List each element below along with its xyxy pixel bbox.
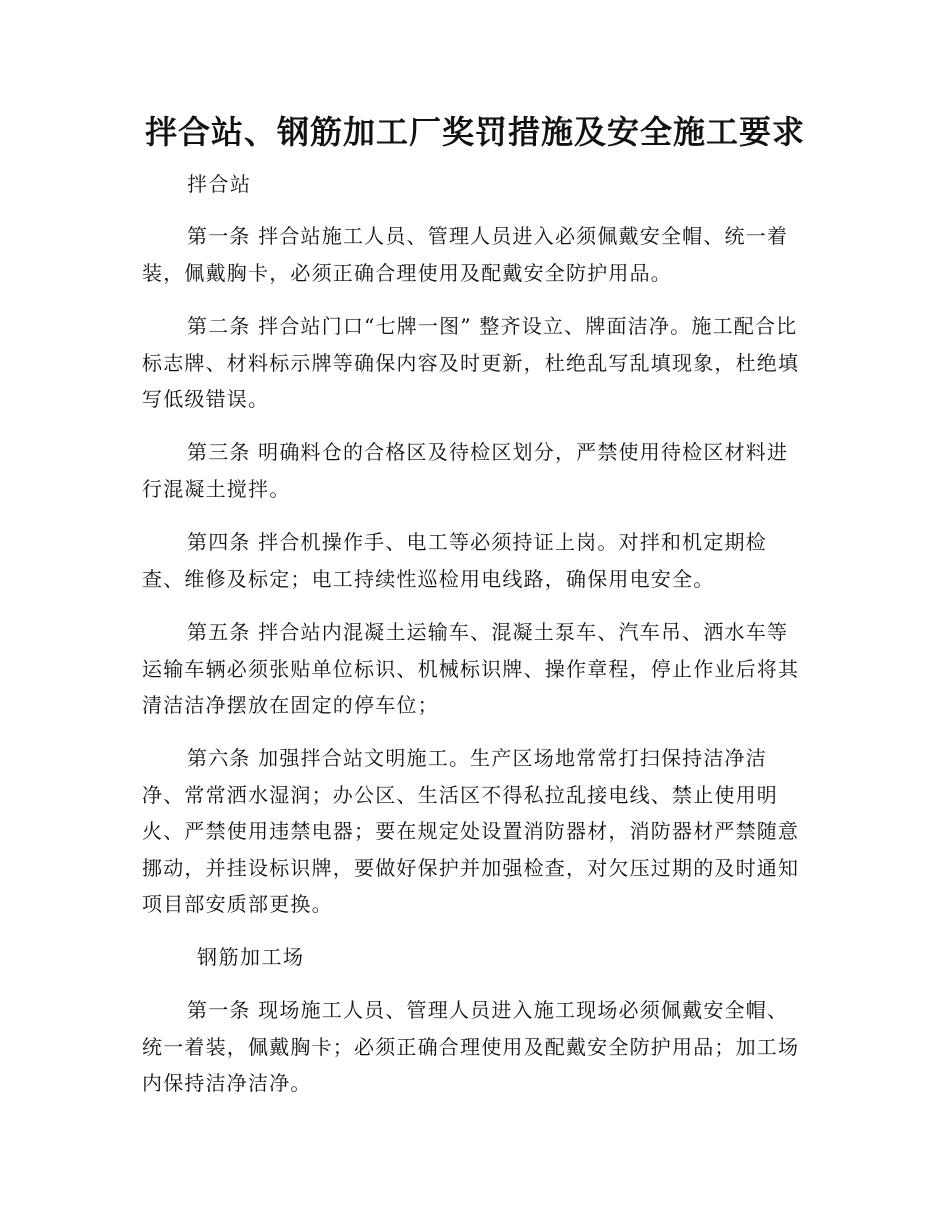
article-paragraph: 第二条 拌合站门口“七牌一图” 整齐设立、牌面洁净。施工配合比标志牌、材料标示牌等确保内容及时更新，杜绝乱写乱填现象，杜绝填写低级错误。: [142, 314, 800, 411]
document-title: 拌合站、钢筋加工厂奖罚措施及安全施工要求: [144, 113, 805, 151]
article-paragraph: 第三条 明确料仓的合格区及待检区划分，严禁使用待检区材料进行混凝土搅拌。: [142, 440, 789, 501]
article-paragraph: 第一条 拌合站施工人员、管理人员进入必须佩戴安全帽、统一着装，佩戴胸卡，必须正确合理使用及配戴安全防护用品。: [142, 224, 789, 285]
article-paragraph: 第一条 现场施工人员、管理人员进入施工现场必须佩戴安全帽、统一着装，佩戴胸卡；必须正确合理使用及配戴安全防护用品；加工场内保持洁净洁净。: [142, 998, 800, 1095]
article-paragraph: 第五条 拌合站内混凝土运输车、混凝土泵车、汽车吊、洒水车等运输车辆必须张贴单位标识、机械标识牌、操作章程，停止作业后将其清洁洁净摆放在固定的停车位；: [142, 620, 800, 717]
article-paragraph: 第四条 拌合机操作手、电工等必须持证上岗。对拌和机定期检查、维修及标定；电工持续性巡检用电线路，确保用电安全。: [142, 530, 767, 591]
section-heading-rebar-yard: 钢筋加工场: [197, 945, 305, 969]
article-paragraph: 第六条 加强拌合站文明施工。生产区场地常常打扫保持洁净洁净、常常洒水湿润；办公区、生活区不得私拉乱接电线、禁止使用明火、严禁使用违禁电器；要在规定处设置消防器材，消防器材严禁随意挪动，并挂设标识牌，要做好保护并加强检查，对欠压过期的及时通知项目部安质部更换。: [142, 746, 800, 916]
section-heading-mixing-station: 拌合站: [187, 172, 252, 196]
